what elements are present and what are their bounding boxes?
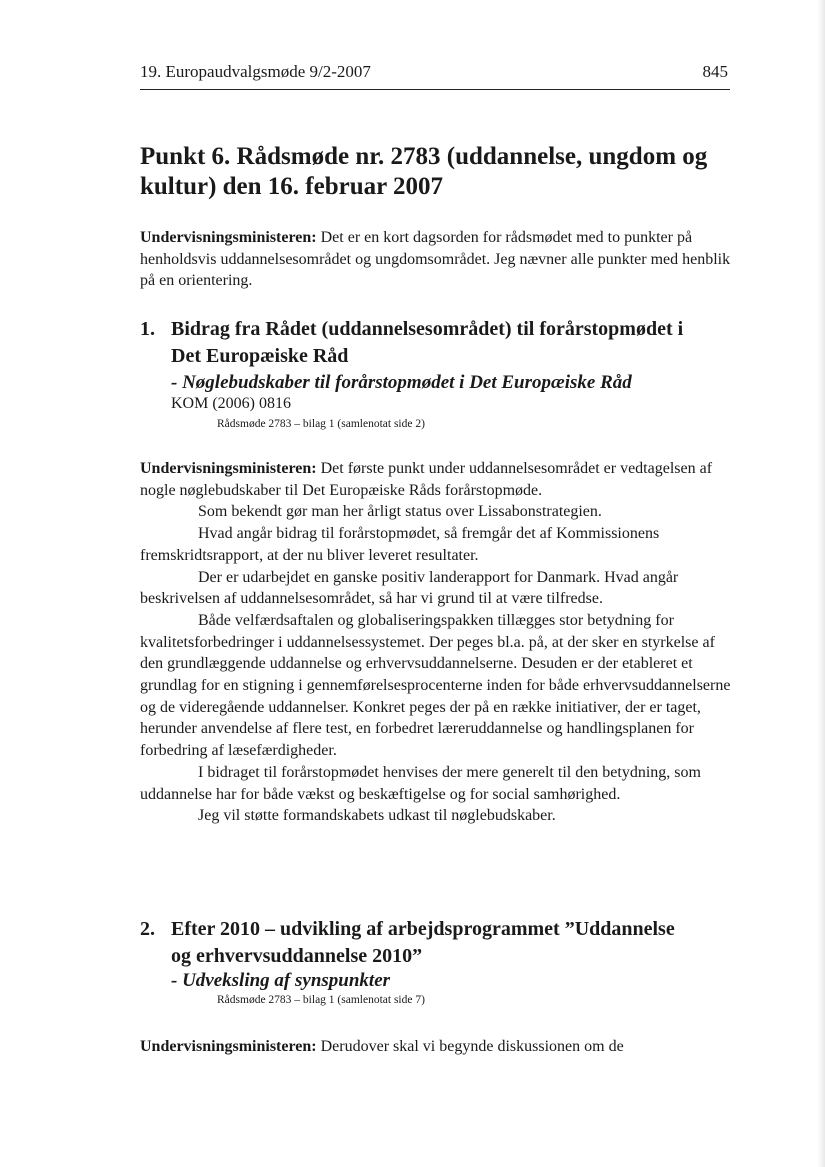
section-1-document-reference: Rådsmøde 2783 – bilag 1 (samlenotat side 2) <box>217 418 425 430</box>
section-2-document-reference: Rådsmøde 2783 – bilag 1 (samlenotat side 7) <box>217 994 425 1006</box>
section-2-title-line1: Efter 2010 – udvikling af arbejdsprogrammet ”Uddannelse <box>171 918 675 940</box>
body-paragraph: Der er udarbejdet en ganske positiv landerapport for Danmark. Hvad angår beskrivelsen af uddannelsesområdet, så har vi grund til at være tilfredse. <box>140 568 679 608</box>
body-lead: Det første punkt under uddannelsesområdet er vedtagelsen af nogle nøglebudskaber til Det Europæiske Råds forårstopmøde. <box>140 460 713 499</box>
page-number: 845 <box>702 62 728 81</box>
main-heading: Punkt 6. Rådsmøde nr. 2783 (uddannelse, ungdom og kultur) den 16. februar 2007 <box>140 143 708 200</box>
speaker-label: Undervisningsministeren: <box>140 229 317 246</box>
section-2-number: 2. <box>140 918 155 940</box>
header-divider <box>140 89 730 90</box>
section-1-number: 1. <box>140 318 155 340</box>
section-1-kom-reference: KOM (2006) 0816 <box>171 395 291 412</box>
body-paragraph: Hvad angår bidrag til forårstopmødet, så fremgår det af Kommissionens fremskridtsrapport, at der nu bliver leveret resultater. <box>140 525 660 564</box>
intro-paragraph <box>140 227 740 292</box>
body-text: Derudover skal vi begynde diskussionen om de <box>316 1038 624 1055</box>
section-1-title-line1: Bidrag fra Rådet (uddannelsesområdet) til forårstopmødet i <box>171 318 684 340</box>
speaker-label: Undervisningsministeren: <box>140 460 317 477</box>
section-1-body <box>140 458 740 827</box>
section-2-title-line2: og erhvervsuddannelse 2010” <box>171 945 423 967</box>
body-paragraph: Jeg vil støtte formandskabets udkast til nøglebudskaber. <box>198 807 556 825</box>
speaker-label: Undervisningsministeren: <box>140 1038 317 1055</box>
section-2-subtitle: - Udveksling af synspunkter <box>171 970 391 991</box>
body-paragraph: Som bekendt gør man her årligt status over Lissabonstrategien. <box>198 503 602 521</box>
intro-text: Det er en kort dagsorden for rådsmødet med to punkter på henholdsvis uddannelsesområdet og ungdomsområdet. Jeg nævner alle punkter med henblik på en orientering. <box>140 229 731 290</box>
scan-edge-shadow <box>817 0 825 1167</box>
body-paragraph: Både velfærdsaftalen og globaliseringspakken tillægges stor betydning for kvalitetsforbedringer i uddannelsessystemet. Der peges bl.a. på, at der sker en styrkelse af den grundlæggende uddannelse og erhvervsuddannelserne. Desuden er der etableret et grundlag for en stigning i gennemførelsesprocenterne inden for både erhvervsuddannelserne og de videregående uddannelser. Konkret peges der på en række initiativer, der er taget, herunder anvendelse af flere test, en forbedret læreruddannelse og handlingsplanen for forbedring af læsefærdigheder. <box>140 611 731 760</box>
section-1-subtitle: - Nøglebudskaber til forårstopmødet i Det Europæiske Råd <box>171 372 632 393</box>
body-paragraph: I bidraget til forårstopmødet henvises der mere generelt til den betydning, som uddannelse har for både vækst og beskæftigelse og for social samhørighed. <box>140 763 701 803</box>
header-title: 19. Europaudvalgsmøde 9/2-2007 <box>140 62 371 81</box>
section-1-title-line2: Det Europæiske Råd <box>171 345 349 367</box>
section-2-body <box>140 1036 740 1058</box>
